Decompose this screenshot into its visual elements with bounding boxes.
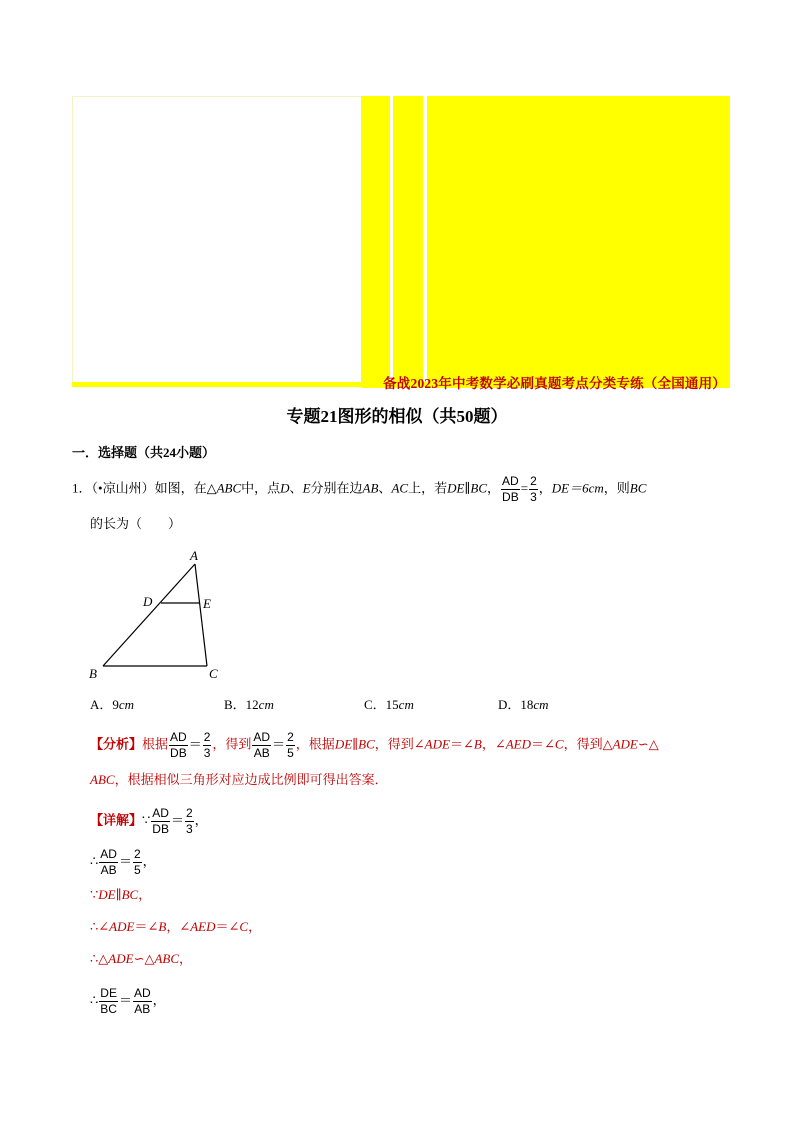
question-1-line-2: 的长为（ ）: [90, 516, 182, 531]
option-unit: cm: [398, 697, 414, 712]
question-text: 分别在边: [310, 480, 363, 496]
question-text: 中，点: [241, 480, 281, 496]
fraction-denominator: AB: [100, 863, 117, 877]
option-letter: B．: [224, 697, 246, 712]
analysis-text: B: [473, 736, 482, 752]
fraction-numerator: 2: [530, 474, 537, 488]
question-text: ，则: [603, 480, 630, 496]
detail-text: ∵: [142, 812, 151, 828]
question-text: 、: [289, 480, 303, 496]
fraction-numerator: AD: [170, 730, 187, 744]
fraction: [99, 847, 118, 878]
page-title: 专题21图形的相似（共50题）: [286, 407, 508, 426]
fraction: [252, 730, 271, 761]
fraction-numerator: DE: [100, 986, 117, 1000]
option-c[interactable]: [364, 694, 414, 713]
label-e: E: [203, 596, 211, 611]
question-text: DE∥BC: [447, 480, 488, 496]
fraction-numerator: AD: [502, 474, 519, 488]
detail-text: ∴: [90, 992, 99, 1008]
question-text: D: [280, 480, 290, 496]
option-unit: cm: [118, 697, 135, 712]
section-heading: 一．选择题（共24小题）: [72, 445, 216, 460]
analysis-text: AED: [505, 736, 531, 752]
detail-text: ，: [138, 887, 152, 902]
question-text: DE＝6: [551, 480, 589, 496]
fraction: [529, 474, 538, 505]
fraction-numerator: AD: [100, 847, 117, 861]
banner-yellow-bar: [393, 96, 423, 388]
fraction-numerator: 2: [185, 806, 193, 820]
question-1-line-1: [72, 474, 646, 505]
detail-text: ADE: [109, 919, 135, 934]
detail-text: ∴: [90, 853, 99, 869]
fraction: [185, 806, 194, 837]
banner-yellow-bar: [427, 96, 730, 388]
option-unit: cm: [533, 697, 549, 712]
question-text: AC: [391, 480, 409, 496]
detail-text: DE∥BC: [98, 887, 139, 902]
label-b: B: [89, 666, 97, 681]
question-text: E: [302, 480, 311, 496]
question-text: cm: [588, 480, 604, 496]
fraction-numerator: AD: [133, 986, 151, 1000]
fraction-denominator: 5: [287, 746, 294, 760]
question-text: ，: [538, 480, 552, 496]
detail-text: ＝∠: [215, 919, 240, 934]
side-ab: [103, 564, 195, 666]
question-text: 上，若: [408, 480, 448, 496]
option-value: 18: [520, 697, 534, 712]
analysis-text: ADE: [424, 736, 450, 752]
detail-tag: 【详解】: [90, 812, 143, 828]
fraction-denominator: AB: [134, 1002, 151, 1016]
option-b[interactable]: [224, 694, 274, 713]
analysis-tag: 【分析】: [90, 736, 143, 752]
question-text: 、: [378, 480, 392, 496]
equals-sign: =: [520, 480, 529, 496]
option-letter: C．: [364, 697, 386, 712]
analysis-text: ，得到∠: [374, 736, 425, 752]
analysis-text: ADE: [612, 736, 638, 752]
equals-sign: ＝: [170, 812, 184, 828]
fraction-denominator: 5: [133, 863, 141, 877]
fraction-denominator: BC: [100, 1002, 117, 1016]
question-text: AB: [362, 480, 379, 496]
detail-line-2: [90, 847, 156, 878]
question-text: ，: [487, 480, 501, 496]
analysis-text: ＝∠: [449, 736, 474, 752]
triangle-figure: [85, 548, 225, 684]
detail-text: ∴△: [90, 951, 109, 966]
analysis-text: ，根据相似三角形对应边成比例即可得出答案．: [114, 772, 388, 787]
equals-sign: ＝: [118, 853, 132, 869]
detail-text: ∽△: [133, 951, 155, 966]
side-ac: [195, 564, 207, 666]
detail-text: ，: [179, 951, 193, 966]
fraction-denominator: 3: [185, 822, 193, 836]
fraction-denominator: 3: [203, 746, 211, 760]
analysis-text: 根据: [142, 736, 169, 752]
detail-text: ，: [248, 919, 262, 934]
banner-yellow-bar: [361, 96, 390, 388]
analysis-text: C: [554, 736, 564, 752]
fraction: [286, 730, 295, 761]
detail-text: ，: [152, 992, 166, 1008]
option-letter: D．: [498, 697, 521, 712]
detail-text: ADE: [108, 951, 134, 966]
question-text: 如图，在△: [154, 480, 217, 496]
analysis-text: ∽△: [637, 736, 659, 752]
fraction-denominator: DB: [152, 822, 169, 836]
fraction-numerator: 2: [287, 730, 294, 744]
detail-text: ∵: [90, 887, 99, 902]
fraction: [151, 806, 170, 837]
label-c: C: [209, 666, 218, 681]
analysis-line-1: [90, 730, 659, 761]
detail-line-6: [90, 986, 166, 1017]
equals-sign: ＝: [188, 736, 202, 752]
fraction: [169, 730, 188, 761]
detail-text: ，∠: [166, 919, 191, 934]
option-unit: cm: [258, 697, 274, 712]
detail-line-5: [90, 949, 192, 969]
question-number: 1．: [72, 480, 92, 496]
detail-text: ABC: [154, 951, 180, 966]
detail-line-3: [90, 885, 151, 905]
fraction: [501, 474, 520, 505]
analysis-text: ＝∠: [531, 736, 555, 752]
analysis-text: ，∠: [481, 736, 506, 752]
detail-text: ＝∠: [134, 919, 159, 934]
equals-sign: ＝: [272, 736, 286, 752]
fraction-denominator: AB: [253, 746, 270, 760]
banner-text: 备战2023年中考数学必刷真题考点分类专练（全国通用）: [383, 376, 726, 391]
analysis-text: ，根据: [295, 736, 335, 752]
label-d: D: [143, 594, 153, 609]
option-a[interactable]: [90, 694, 134, 713]
option-d[interactable]: [498, 694, 549, 713]
banner-blank-panel: [72, 96, 362, 384]
fraction: [99, 986, 118, 1017]
fraction-numerator: AD: [253, 730, 271, 744]
fraction-denominator: DB: [502, 490, 519, 504]
question-source: （•凉山州）: [91, 480, 155, 496]
fraction: [203, 730, 212, 761]
detail-text: AED: [190, 919, 216, 934]
label-a: A: [190, 548, 198, 563]
detail-text: ，: [194, 812, 208, 828]
question-text: BC: [629, 480, 647, 496]
analysis-text: ABC: [90, 772, 115, 787]
analysis-text: DE∥BC: [334, 736, 375, 752]
option-letter: A．: [90, 697, 113, 712]
detail-text: B: [158, 919, 167, 934]
header-banner: [72, 96, 730, 391]
detail-line-4: [90, 917, 261, 937]
detail-text: C: [239, 919, 249, 934]
equals-sign: ＝: [118, 992, 132, 1008]
analysis-line-2: [90, 770, 388, 790]
fraction: [133, 847, 142, 878]
detail-text: ，: [142, 853, 156, 869]
option-value: 12: [245, 697, 259, 712]
analysis-text: ，得到: [212, 736, 252, 752]
fraction-numerator: 2: [133, 847, 141, 861]
option-value: 9: [112, 697, 119, 712]
question-text: ABC: [216, 480, 242, 496]
option-value: 15: [385, 697, 399, 712]
fraction-denominator: DB: [170, 746, 187, 760]
fraction-denominator: 3: [530, 490, 537, 504]
detail-text: ∴∠: [90, 919, 110, 934]
fraction: [133, 986, 152, 1017]
fraction-numerator: AD: [152, 806, 169, 820]
detail-line-1: [90, 806, 208, 837]
analysis-text: ，得到△: [563, 736, 613, 752]
fraction-numerator: 2: [203, 730, 211, 744]
